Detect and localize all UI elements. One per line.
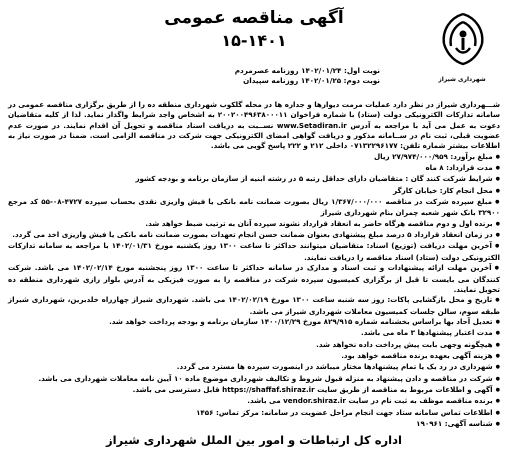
issuer-signature: اداره کل ارتباطات و امور بین الملل شهرداری شیراز <box>106 433 402 447</box>
notice-number: ۱۵-۱۴۰۱ <box>221 31 287 50</box>
intro-paragraph: شـــهرداری شیراز در نظر دارد عملیات مرمت دیوارها و جداره ها در محله گلکوب شهرداری منطقه ده را از طریق برگزاری مناقصه عمومی در سامانه تدارکات الکترونیکی دولت (ستاد) با شماره فراخوان ۲۰۰۲۰۰۴۹۶۳۸۰۰۰۱۱ به اشخاص واجد شرایط واگذار نماید. لذا از کلیه متقاضیان دعوت به عمل می آید با مراجعه به آدرس www.Setadiran.ir نســبت به دریافت اسناد مناقصه و تحویل آن اقدام نمایند. در صورت عدم عضویت قبلی، ثبت نام در ســامانه مذکور و دریافت گواهی امضای الکترونیکی جهت شرکت در مناقصه الزامی است. ضمنا در صورت نیاز به اطلاعات بیشتر شماره تلفن: ۰۷۱۳۲۲۹۶۱۷۷ داخلی ۲۱۲ و ۲۲۲ پاسخ گویی می باشد. <box>8 100 500 151</box>
notice-body <box>8 100 500 430</box>
publication-second: نوبت دوم: ۱۴۰۲/۰۱/۲۵ روزنامه سپیدان <box>243 76 380 85</box>
list-item: ● شرکت در مناقصه و دادن پیشنهاد به منزله قبول شروط و تکالیف شهرداری موضوع ماده ۱۰ آیین نامه معاملات شهرداری می باشد. <box>8 374 500 385</box>
list-item: ● در زمان انعقاد قرارداد ۵ درصد مبلغ پیشنهادی بعنوان ضمانت حسن انجام تعهدات بصورت ضمانت نامه بانکی یا فیش واریزی اخذ می گردد. <box>8 230 500 241</box>
list-item: ● تاریخ و محل بازگشایی پاکات: روز سه شنبه ساعت ۱۳۰۰ مورخ ۱۴۰۲/۰۲/۱۹ می باشد. شهرداری شیراز چهارراه خلدبرین، شهرداری شیراز طبقه سوم، سالن جلسات کمیسیون معاملات شهرداری شیراز می باشد. <box>8 295 500 317</box>
notice-title: آگهی مناقصه عمومی <box>164 8 344 28</box>
list-item: ● تعدیل آحاد بها براساس بخشنامه شماره ۸۲۹/۹۱۵ مورخ ۱۴۰۰/۱۲/۲۹ سازمان برنامه و بودجه پرداخت خواهد شد. <box>8 317 500 328</box>
list-item: ● محل انجام کار: خیابان کارگر <box>8 186 500 197</box>
shiraz-municipality-logo <box>432 8 494 74</box>
list-item: ● مدت قرارداد: ۸ ماه <box>8 163 500 174</box>
list-item: ● مدت اعتبار پیشنهادها ۳ ماه می باشد. <box>8 328 500 339</box>
list-item: ● اطلاعات تماس سامانه ستاد جهت انجام مراحل عضویت در سامانه: مرکز تماس: ۱۴۵۶ <box>8 408 500 419</box>
list-item: ● شرایط شرکت کنند گان : متقاضیان دارای حداقل رتبه ۵ در رشته ابنیه از سازمان برنامه و بودجه کشور <box>8 174 500 185</box>
list-item: ● شهرداری در رد یک یا تمام پیشنهادها مختار میباشد در اینصورت سپرده ها مسترد می گردد. <box>8 362 500 373</box>
list-item: ● آخرین مهلت ارائه پیشنهادات و ثبت اسناد و مدارک در سامانه حداکثر تا ساعت ۱۳۰۰ روز پنجشنبه مورخ ۱۴۰۲/۰۲/۱۴ می باشد. شرکت کنندگان می بایست تا قبل از برگزاری کمیسیون سپرده شرکت در مناقصه را به صورت فیزیکی به آدرس بلوار رازی شهرداری منطقه ده تحویل نمایند. <box>8 263 500 295</box>
list-item: ● هیچگونه وجهی بابت پیش پرداخت داده نخواهد شد. <box>8 340 500 351</box>
list-item: ● آخرین مهلت دریافت (توزیع) اسناد: متقاضیان میتوانند حداکثر تا ساعت ۱۳۰۰ روز یکشنبه مورخ ۱۴۰۲/۰۱/۳۱ با مراجعه به سامانه تدارکات الکترونیکی دولت (ستاد) اسناد مناقصه را دریافت نمایند. <box>8 241 500 263</box>
list-item: ● آگهی و اطلاعات مربوط به مناقصه از طریق سایت https://shaffaf.shiraz.ir قابل دسترسی می باشد. <box>8 385 500 396</box>
list-item: ● برنده اول و دوم مناقصه هرگاه حاضر به انعقاد قرارداد نشوند سپرده آنان به ترتیب ضبط خواهد شد. <box>8 219 500 230</box>
notice-header <box>8 4 500 100</box>
list-item: ● مبلغ برآورد: ۲۷/۹۷۴/۰۰۰/۹۵۹ ریال <box>8 152 500 163</box>
logo-caption: شهرداری شیراز <box>438 76 486 83</box>
list-item: ● برنده مناقصه موظف به ثبت نام در سایت vendor.shiraz.ir می باشد. <box>8 396 500 407</box>
publication-first: نوبت اول: ۱۴۰۲/۰۱/۲۴ روزنامه عصرمردم <box>234 66 380 75</box>
publication-dates <box>128 66 380 86</box>
list-item: ● شناسه آگهی: ۱۹۰۹۶۱ <box>8 419 500 430</box>
list-item: ● مبلغ سپرده شرکت در مناقصه ۱/۳۶۷/۰۰۰/۰۰۰ ریال بصورت ضمانت نامه بانکی یا فیش واریزی نقدی بحساب سپرده ۴۷۲۷-۰۸-۵۵ کد مرجع ۳۲۹۰۰ بانک شهر شعبه چمران بنام شهرداری شیراز <box>8 197 500 219</box>
list-item: ● هزینه آگهی بعهده برنده مناقصه خواهد بود. <box>8 351 500 362</box>
